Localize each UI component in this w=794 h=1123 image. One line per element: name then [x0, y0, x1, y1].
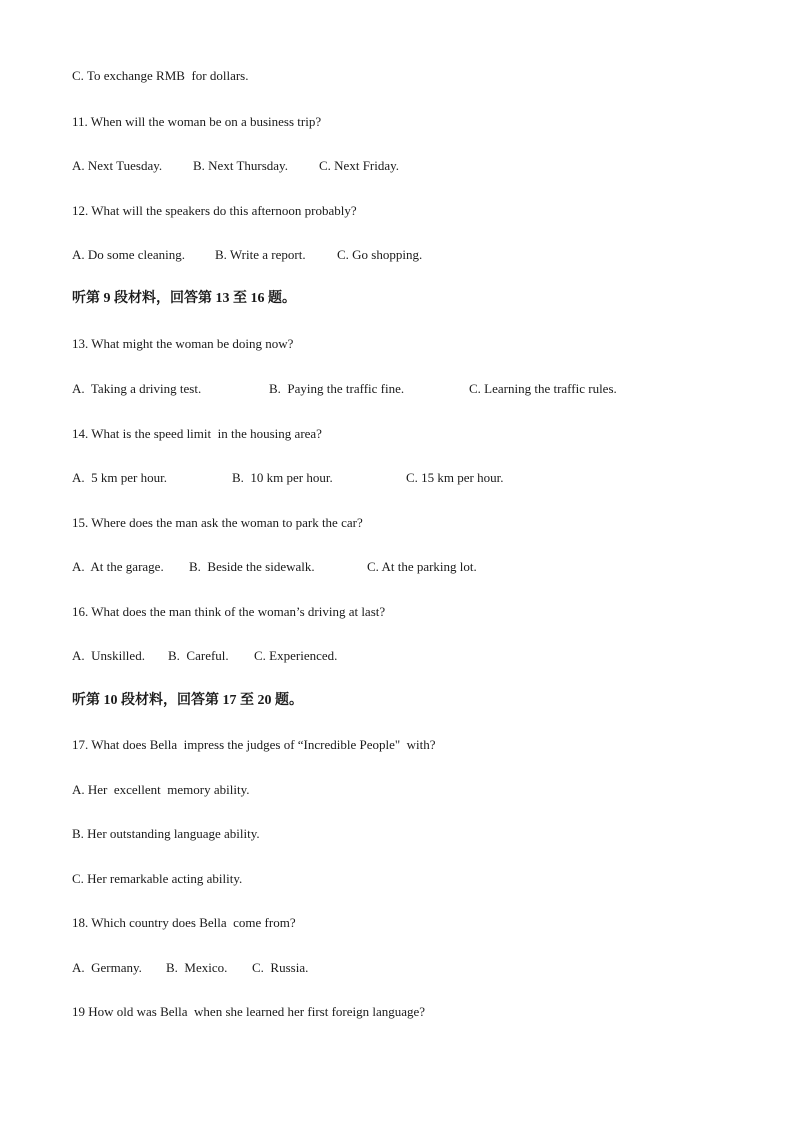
- q15-option-a: A. At the garage.: [72, 559, 164, 574]
- q12-option-a: A. Do some cleaning.: [72, 247, 186, 262]
- q18-question: 18. Which country does Bella come from?: [72, 915, 296, 930]
- q17-option-a: A. Her excellent memory ability.: [72, 782, 250, 797]
- q13-option-a: A. Taking a driving test.: [72, 381, 202, 396]
- q11-option-c: C. Next Friday.: [319, 158, 400, 173]
- q17-question: 17. What does Bella impress the judges of “Incredible People" with?: [72, 737, 436, 752]
- q16-question: 16. What does the man think of the woman’s driving at last?: [72, 604, 386, 619]
- q14-question: 14. What is the speed limit in the housing area?: [72, 426, 322, 441]
- q13-question: 13. What might the woman be doing now?: [72, 336, 294, 351]
- section-9-heading: 听第 9 段材料，回答第 13 至 16 题。: [72, 291, 296, 306]
- q15-option-b: B. Beside the sidewalk.: [189, 559, 315, 574]
- q18-option-c: C. Russia.: [252, 960, 309, 975]
- q15-question: 15. Where does the man ask the woman to park the car?: [72, 515, 363, 530]
- q17-option-c: C. Her remarkable acting ability.: [72, 871, 243, 886]
- q12-question: 12. What will the speakers do this afternoon probably?: [72, 203, 357, 218]
- q12-option-c: C. Go shopping.: [337, 247, 423, 262]
- q14-option-b: B. 10 km per hour.: [232, 470, 333, 485]
- section-10-heading: 听第 10 段材料，回答第 17 至 20 题。: [72, 693, 303, 708]
- q11-option-a: A. Next Tuesday.: [72, 158, 163, 173]
- q17-option-b: B. Her outstanding language ability.: [72, 826, 260, 841]
- q11-question: 11. When will the woman be on a business trip?: [72, 114, 322, 129]
- q16-option-b: B. Careful.: [168, 648, 229, 663]
- q14-option-c: C. 15 km per hour.: [406, 470, 504, 485]
- q19-question: 19 How old was Bella when she learned her first foreign language?: [72, 1004, 426, 1019]
- q18-option-b: B. Mexico.: [166, 960, 228, 975]
- q14-option-a: A. 5 km per hour.: [72, 470, 167, 485]
- q16-option-a: A. Unskilled.: [72, 648, 145, 663]
- q13-option-c: C. Learning the traffic rules.: [469, 381, 617, 396]
- q11-option-b: B. Next Thursday.: [193, 158, 288, 173]
- q18-option-a: A. Germany.: [72, 960, 142, 975]
- q16-option-c: C. Experienced.: [254, 648, 338, 663]
- q15-option-c: C. At the parking lot.: [367, 559, 477, 574]
- q12-option-b: B. Write a report.: [215, 247, 306, 262]
- q13-option-b: B. Paying the traffic fine.: [269, 381, 405, 396]
- q10-option-c: C. To exchange RMB for dollars.: [72, 68, 249, 83]
